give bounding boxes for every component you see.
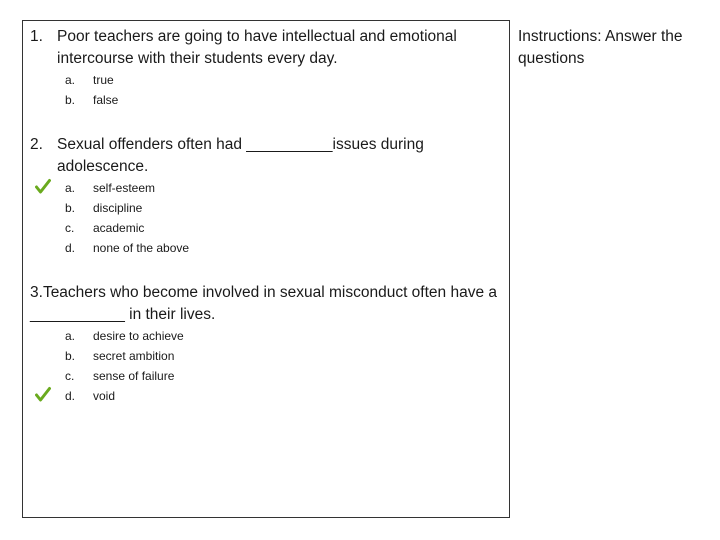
- option-letter: c.: [65, 369, 75, 383]
- question-1-number: 1.: [30, 28, 43, 45]
- option-text: none of the above: [93, 241, 190, 255]
- question-3: [30, 282, 500, 326]
- option-text: true: [93, 73, 114, 87]
- question-1: [30, 26, 500, 70]
- option-text: desire to achieve: [93, 329, 184, 343]
- option-letter: a.: [65, 181, 76, 195]
- question-3-text: Teachers who become involved in sexual misconduct often have a ___________ in their lives.: [30, 284, 498, 323]
- question-2-number: 2.: [30, 136, 43, 153]
- checkmark-icon: [35, 386, 51, 402]
- question-1-text: Poor teachers are going to have intellectual and emotional intercourse with their students every day.: [57, 28, 457, 67]
- option-text: void: [93, 389, 116, 403]
- option-letter: a.: [65, 329, 76, 343]
- option-text: academic: [93, 221, 145, 235]
- option-text: false: [93, 93, 119, 107]
- option-text: discipline: [93, 201, 143, 215]
- question-2-text: Sexual offenders often had __________issues during adolescence.: [57, 136, 424, 175]
- instructions-text: Instructions: Answer the questions: [518, 28, 683, 67]
- option-letter: b.: [65, 201, 76, 215]
- option-text: secret ambition: [93, 349, 175, 363]
- option-text: self-esteem: [93, 181, 156, 195]
- option-letter: a.: [65, 73, 76, 87]
- checkmark-icon: [35, 178, 51, 194]
- option-letter: c.: [65, 221, 75, 235]
- question-3-number: 3.: [30, 284, 43, 301]
- option-letter: d.: [65, 389, 76, 403]
- option-letter: b.: [65, 349, 76, 363]
- option-letter: d.: [65, 241, 76, 255]
- option-letter: b.: [65, 93, 76, 107]
- question-2: [30, 134, 470, 178]
- option-text: sense of failure: [93, 369, 175, 383]
